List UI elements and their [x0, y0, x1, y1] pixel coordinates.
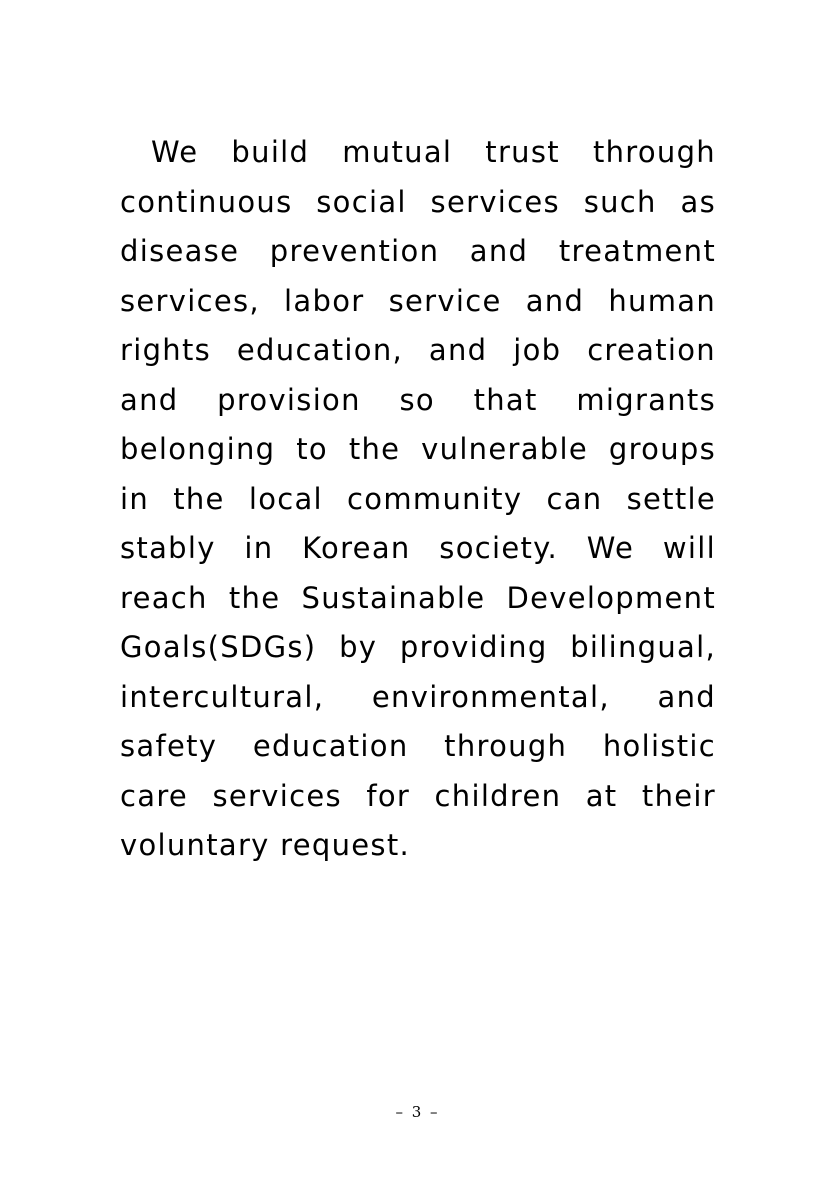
body-paragraph	[120, 128, 716, 871]
paragraph-line: care services for children at their	[120, 778, 716, 813]
paragraph-line: intercultural, environmental, and	[120, 679, 716, 714]
paragraph-line: and provision so that migrants	[120, 382, 716, 417]
page-number: – 3 –	[395, 1103, 440, 1121]
paragraph-line: reach the Sustainable Development	[120, 580, 716, 615]
paragraph-line: continuous social services such as	[120, 184, 716, 219]
paragraph-line: in the local community can settle	[120, 481, 716, 516]
paragraph-line: services, labor service and human	[120, 283, 716, 318]
paragraph-line: We build mutual trust through	[151, 135, 716, 169]
paragraph-line: belonging to the vulnerable groups	[120, 432, 716, 466]
paragraph-line: rights education, and job creation	[120, 333, 716, 367]
paragraph-line: voluntary request.	[120, 828, 411, 862]
paragraph-line: stably in Korean society. We will	[120, 531, 716, 565]
paragraph-line: Goals(SDGs) by providing bilingual,	[120, 630, 716, 664]
paragraph-line: safety education through holistic	[120, 729, 716, 763]
paragraph-line: disease prevention and treatment	[120, 234, 716, 268]
